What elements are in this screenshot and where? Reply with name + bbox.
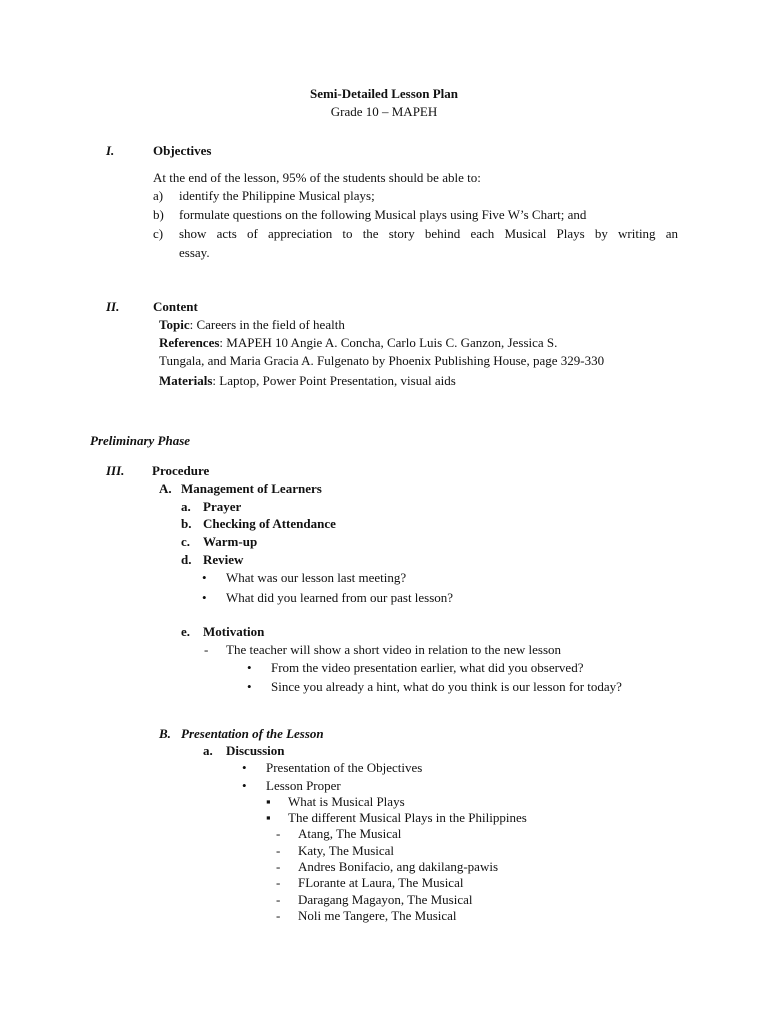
objective-marker: c) xyxy=(153,226,164,241)
bullet-icon: • xyxy=(242,778,247,793)
step-warm-up: Warm-up xyxy=(203,534,258,549)
dash-icon: - xyxy=(276,843,281,858)
objective-text: identify the Philippine Musical plays; xyxy=(179,188,375,203)
motivation-text: The teacher will show a short video in relation to the new lesson xyxy=(226,642,562,657)
topic-value: : Careers in the field of health xyxy=(189,317,345,332)
step-marker: a. xyxy=(181,499,191,514)
step-review: Review xyxy=(203,552,244,567)
section-heading-objectives: Objectives xyxy=(153,143,212,158)
document-title: Semi-Detailed Lesson Plan xyxy=(309,86,459,101)
discussion-item: Presentation of the Objectives xyxy=(266,760,423,775)
review-question: What was our lesson last meeting? xyxy=(226,570,407,585)
review-question: What did you learned from our past lesson? xyxy=(226,590,454,605)
document-subtitle: Grade 10 – MAPEH xyxy=(330,104,438,119)
objective-marker: a) xyxy=(153,188,164,203)
objective-marker: b) xyxy=(153,207,164,222)
objective-text: formulate questions on the following Musical plays using Five W’s Chart; and xyxy=(179,207,587,222)
materials-value: : Laptop, Power Point Presentation, visual aids xyxy=(212,373,456,388)
section-heading-content: Content xyxy=(153,299,198,314)
bullet-icon: • xyxy=(202,590,207,605)
step-marker: b. xyxy=(181,516,192,531)
objective-text-continued: essay. xyxy=(179,245,210,260)
musical-play-item: Andres Bonifacio, ang dakilang-pawis xyxy=(298,859,499,874)
musical-play-item: Daragang Magayon, The Musical xyxy=(298,892,473,907)
dash-icon: - xyxy=(276,892,281,907)
musical-play-item: FLorante at Laura, The Musical xyxy=(298,875,464,890)
square-bullet-icon: ▪ xyxy=(266,810,271,825)
subsection-marker-b: B. xyxy=(159,726,171,741)
step-checking-attendance: Checking of Attendance xyxy=(203,516,336,531)
phase-heading: Preliminary Phase xyxy=(90,433,191,448)
objective-text: show acts of appreciation to the story behind each Musical Plays by writing an xyxy=(179,226,678,241)
step-marker: d. xyxy=(181,552,192,567)
step-prayer: Prayer xyxy=(203,499,242,514)
musical-play-item: Katy, The Musical xyxy=(298,843,395,858)
dash-icon: - xyxy=(276,908,281,923)
bullet-icon: • xyxy=(247,660,252,675)
bullet-icon: • xyxy=(247,679,252,694)
step-marker: e. xyxy=(181,624,191,639)
objectives-intro: At the end of the lesson, 95% of the students should be able to: xyxy=(153,170,481,185)
content-materials xyxy=(159,372,456,389)
musical-play-item: Noli me Tangere, The Musical xyxy=(298,908,457,923)
bullet-icon: • xyxy=(242,760,247,775)
step-marker: a. xyxy=(203,743,213,758)
dash-icon: - xyxy=(204,642,209,657)
materials-label: Materials xyxy=(159,373,213,388)
dash-icon: - xyxy=(276,826,281,841)
section-heading-procedure: Procedure xyxy=(152,463,210,478)
discussion-item: Lesson Proper xyxy=(266,778,341,793)
lesson-proper-item: What is Musical Plays xyxy=(288,794,405,809)
section-number-content: II. xyxy=(106,299,120,314)
bullet-icon: • xyxy=(202,570,207,585)
topic-label: Topic xyxy=(159,317,190,332)
motivation-question: Since you already a hint, what do you think is our lesson for today? xyxy=(271,679,622,694)
content-references xyxy=(159,334,557,351)
references-continued: Tungala, and Maria Gracia A. Fulgenato by Phoenix Publishing House, page 329-330 xyxy=(159,353,605,368)
motivation-question: From the video presentation earlier, what did you observed? xyxy=(271,660,584,675)
dash-icon: - xyxy=(276,859,281,874)
section-number-objectives: I. xyxy=(106,143,115,158)
subsection-marker-a: A. xyxy=(159,481,172,496)
musical-play-item: Atang, The Musical xyxy=(298,826,402,841)
references-value: : MAPEH 10 Angie A. Concha, Carlo Luis C. Ganzon, Jessica S. xyxy=(219,335,558,350)
subsection-management-of-learners: Management of Learners xyxy=(181,481,322,496)
references-label: References xyxy=(159,335,220,350)
section-number-procedure: III. xyxy=(106,463,125,478)
step-discussion: Discussion xyxy=(226,743,285,758)
step-motivation: Motivation xyxy=(203,624,265,639)
dash-icon: - xyxy=(276,875,281,890)
content-topic xyxy=(159,316,345,333)
step-marker: c. xyxy=(181,534,191,549)
subsection-presentation-of-lesson: Presentation of the Lesson xyxy=(181,726,324,741)
lesson-proper-item: The different Musical Plays in the Philippines xyxy=(288,810,527,825)
square-bullet-icon: ▪ xyxy=(266,794,271,809)
